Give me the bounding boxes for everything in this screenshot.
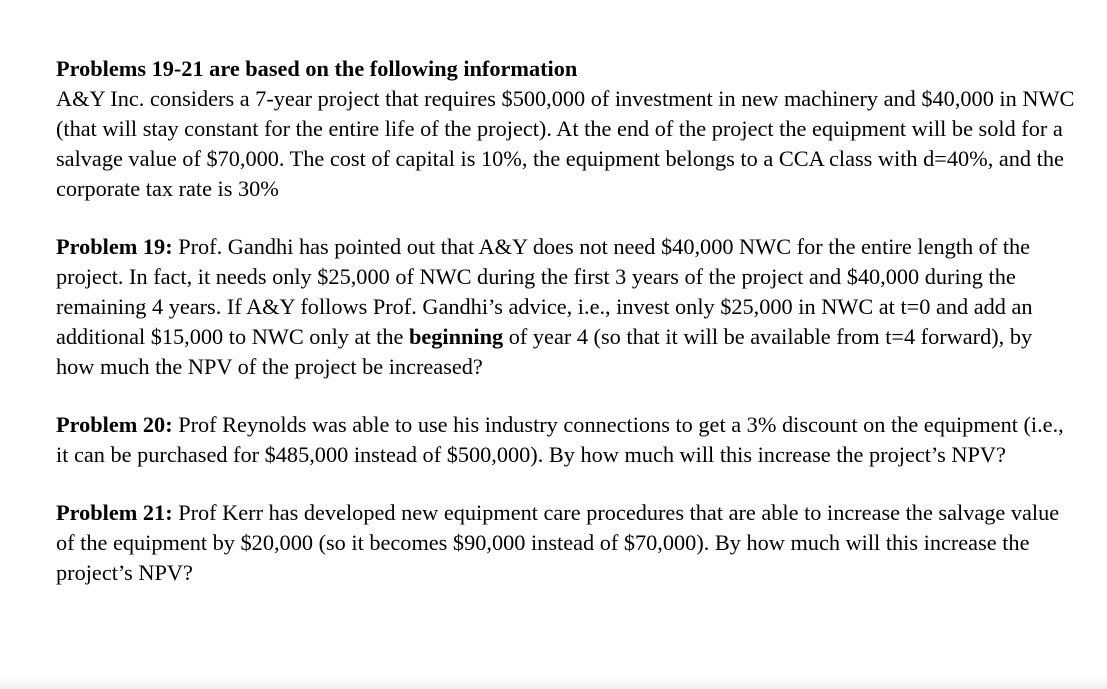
- problem-19-text-before: Prof. Gandhi has pointed out that A&Y does not need $40,000 NWC for the entire length of the project. In fact, it needs only $25,000 of NWC during the first 3 years of the project and $40,000 during the remaining 4 years. If A&Y follows Prof. Gandhi’s advice, i.e., invest only $25,000 in NWC at t=0 and add an additional $15,000 to NWC only at the: [56, 234, 1033, 349]
- problem-19-text-after: of year 4 (so that it will be available from t=4 forward), by how much the NPV of the project be increased?: [56, 324, 1033, 379]
- problem-20: [56, 410, 1076, 470]
- problem-19: [56, 232, 1076, 382]
- page-bottom-edge: [0, 675, 1107, 689]
- problem-20-label: Problem 20:: [56, 412, 173, 437]
- intro-text: A&Y Inc. considers a 7-year project that requires $500,000 of investment in new machinery and $40,000 in NWC (that will stay constant for the entire life of the project). At the end of the project the equipment will be sold for a salvage value of $70,000. The cost of capital is 10%, the equipment belongs to a CCA class with d=40%, and the corporate tax rate is 30%: [56, 86, 1075, 201]
- problem-20-text: Prof Reynolds was able to use his industry connections to get a 3% discount on the equipment (i.e., it can be purchased for $485,000 instead of $500,000). By how much will this increase the project’s NPV?: [56, 412, 1064, 467]
- problem-19-label: Problem 19:: [56, 234, 173, 259]
- document-page: [56, 54, 1076, 588]
- intro-paragraph: [56, 54, 1076, 204]
- section-heading: Problems 19-21 are based on the following information: [56, 56, 578, 81]
- problem-19-emphasis: beginning: [408, 324, 504, 349]
- problem-21-label: Problem 21:: [56, 500, 173, 525]
- problem-21-text: Prof Kerr has developed new equipment care procedures that are able to increase the salvage value of the equipment by $20,000 (so it becomes $90,000 instead of $70,000). By how much will this increase the project’s NPV?: [56, 500, 1060, 585]
- problem-21: [56, 498, 1076, 588]
